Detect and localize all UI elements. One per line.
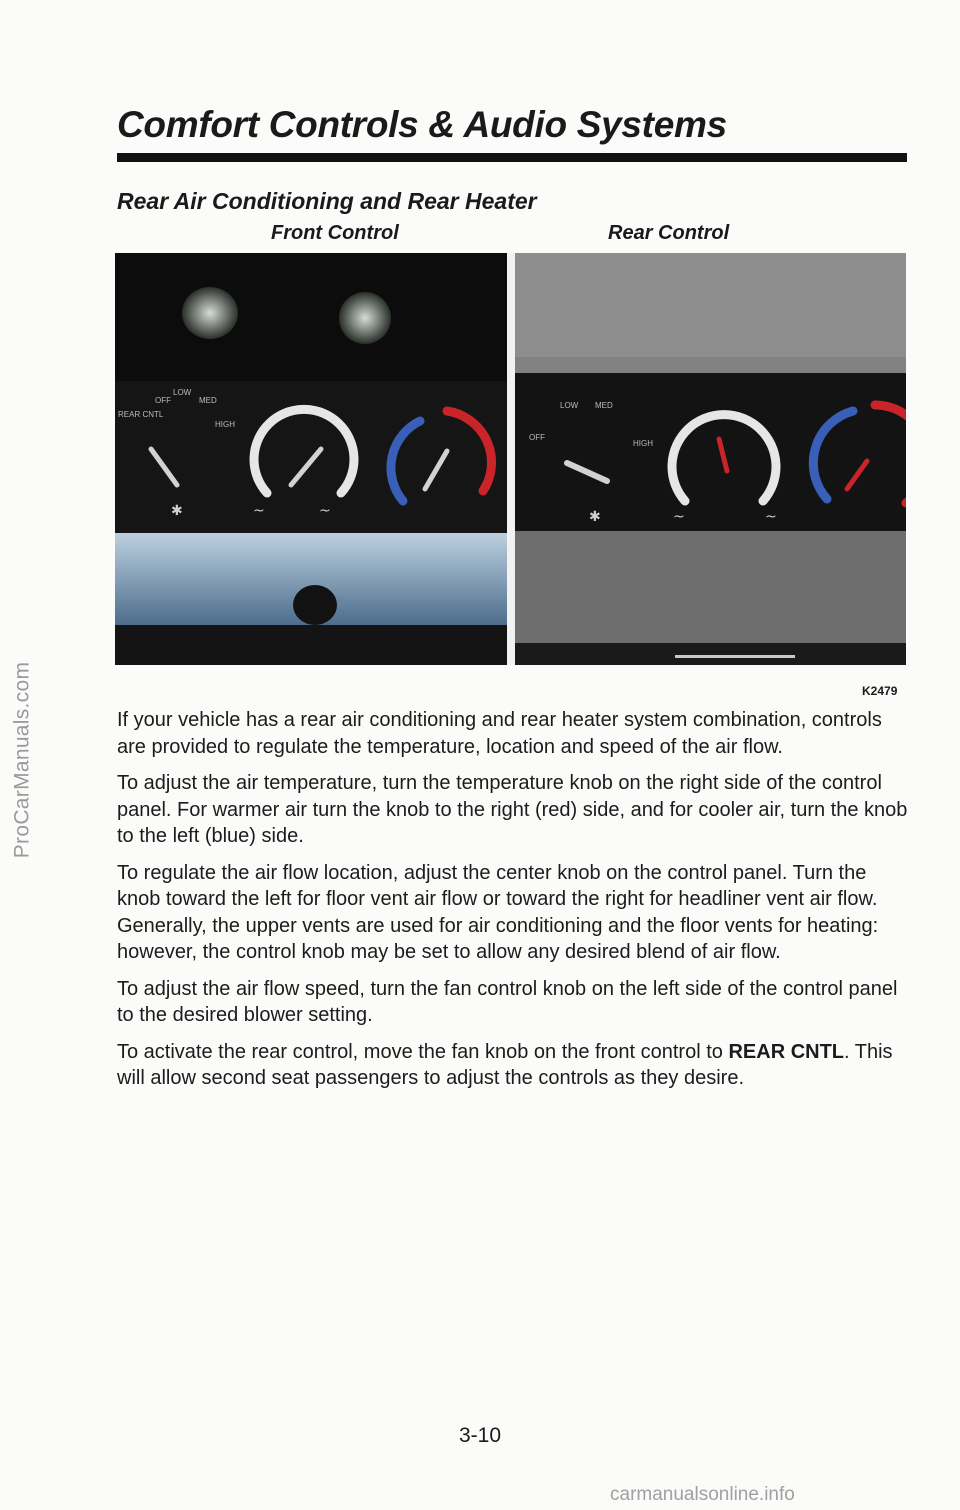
paragraph-5-text-start: To activate the rear control, move the fan knob on the front control to bbox=[117, 1040, 729, 1063]
rear-fan-label-off: OFF bbox=[529, 433, 545, 442]
rear-fan-icon: ✱ bbox=[589, 509, 601, 525]
front-fan-icon: ✱ bbox=[171, 503, 183, 519]
front-vent-right-icon bbox=[339, 292, 391, 344]
control-panels-illustration bbox=[115, 253, 906, 665]
front-fan-label-low: LOW bbox=[173, 388, 192, 397]
section-title: Rear Air Conditioning and Rear Heater bbox=[117, 188, 537, 214]
page-number: 3-10 bbox=[458, 1424, 502, 1447]
front-fan-label-off: OFF bbox=[155, 396, 171, 405]
footer-watermark: carmanualsonline.info bbox=[610, 1484, 795, 1505]
front-fan-label-high: HIGH bbox=[215, 420, 235, 429]
front-fan-label-rear-cntl: REAR CNTL bbox=[118, 410, 164, 419]
header-rule bbox=[117, 153, 907, 162]
paragraph-1: If your vehicle has a rear air conditioning and rear heater system combination, controls are provided to regulate the temperature, location and speed of the air flow. bbox=[117, 709, 882, 758]
page-header-title: Comfort Controls & Audio Systems bbox=[117, 104, 727, 145]
paragraph-3: To regulate the air flow location, adjust the center knob on the control panel. Turn the knob toward the left for floor vent air flow or toward the right for headliner vent air flow. Generally, the upper vents are used for air conditioning and the floor vents for heating: however, the control knob may be set to allow any desired blend of air flow. bbox=[117, 861, 879, 963]
rear-cntl-emphasis: REAR CNTL bbox=[728, 1040, 845, 1063]
front-shifter-knob bbox=[293, 585, 337, 625]
figure-code: K2479 bbox=[862, 684, 898, 698]
front-control-label: Front Control bbox=[271, 222, 399, 244]
rear-floor-icon: ~ bbox=[673, 509, 685, 525]
front-fan-label-med: MED bbox=[199, 396, 217, 405]
control-panels-photo bbox=[115, 253, 906, 665]
body-text bbox=[117, 707, 912, 1102]
rear-control-label: Rear Control bbox=[608, 222, 730, 244]
paragraph-5-text-end: . This will allow second seat passengers to adjust the controls as they desire. bbox=[117, 1040, 893, 1089]
side-watermark-text: ProCarManuals.com bbox=[10, 661, 33, 859]
rear-fan-label-low: LOW bbox=[560, 401, 579, 410]
front-floor-icon: ~ bbox=[253, 503, 265, 519]
rear-control-panel bbox=[515, 253, 906, 665]
side-watermark bbox=[2, 600, 42, 920]
paragraph-4: To adjust the air flow speed, turn the fan control knob on the left side of the control panel to the desired blower setting. bbox=[117, 977, 898, 1026]
paragraph-2: To adjust the air temperature, turn the temperature knob on the right side of the control panel. For warmer air turn the knob to the right (red) side, and for cooler air, turn the knob to the left (blue) side. bbox=[117, 772, 908, 847]
paragraph-5 bbox=[117, 1039, 912, 1092]
rear-headliner-icon: ~ bbox=[765, 509, 777, 525]
front-control-panel bbox=[115, 253, 507, 665]
rear-fan-label-high: HIGH bbox=[633, 439, 653, 448]
front-headliner-icon: ~ bbox=[319, 503, 331, 519]
rear-fan-label-med: MED bbox=[595, 401, 613, 410]
front-vent-left-icon bbox=[182, 287, 238, 339]
